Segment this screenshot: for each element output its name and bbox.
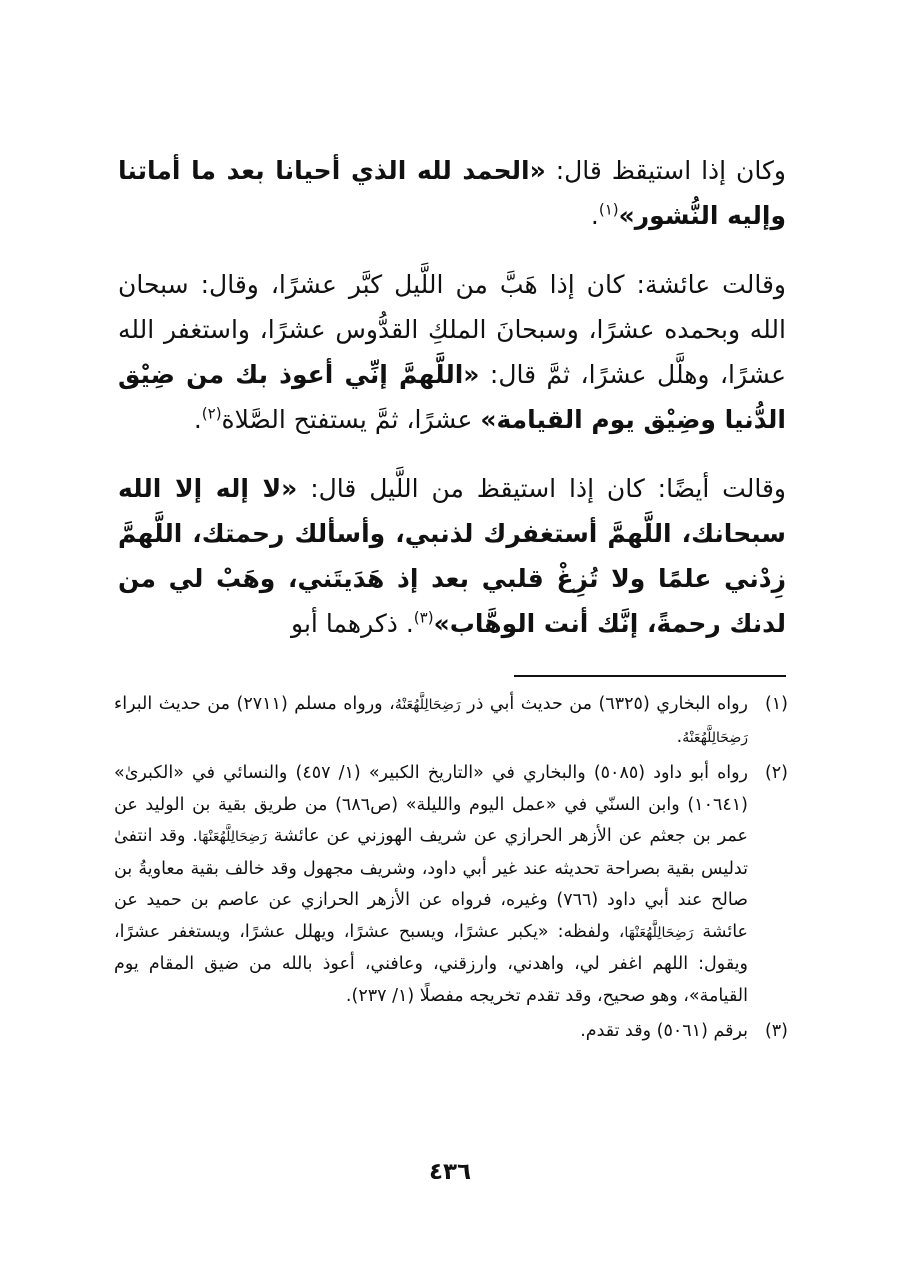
paragraph-3-quote: «لا إله إلا الله سبحانك، اللَّهمَّ أستغفرك لذنبي، وأسألك رحمتك، اللَّهمَّ زِدْني علمًا ولا تُزِغْ قلبي بعد إذ هَدَيتَني، وهَبْ لي من لدنك رحمةً، إنَّك أنت الوهَّاب» <box>118 474 786 638</box>
footnote-ref-2: (٢) <box>201 404 222 423</box>
paragraph-1 <box>118 148 786 238</box>
footnote-text-part: ، ورواه مسلم (٢٧١١) من حديث البراء <box>114 694 395 714</box>
footnote-2 <box>114 758 788 1012</box>
paragraph-2 <box>118 262 786 442</box>
footnote-text <box>114 758 748 1012</box>
footnote-1 <box>114 689 788 754</box>
footnote-divider <box>514 675 786 677</box>
page-number: ٤٣٦ <box>428 1159 472 1185</box>
footnote-number: (٣) <box>764 1021 788 1041</box>
paragraph-3-intro: وقالت أيضًا: كان إذا استيقظ من اللَّيل قال: <box>297 474 786 503</box>
footnote-3 <box>114 1016 788 1049</box>
footnote-ref-3: (٣) <box>413 608 434 627</box>
paragraph-1-end: . <box>590 201 599 230</box>
footnote-text <box>114 689 748 754</box>
paragraph-3-end: . ذكرهما أبو <box>291 609 414 638</box>
footnote-text <box>114 1016 748 1049</box>
honorific-glyph: رَضِحَالِلَّهُعَنْهُ <box>394 697 461 713</box>
footnote-text-part: . <box>676 726 683 747</box>
honorific-glyph: رَضِحَالِلَّهُعَنْهَا <box>624 924 694 941</box>
footnote-text-part: ، ولفظه: «يكبر عشرًا، ويسبح عشرًا، ويهلل عشرًا، ويستغفر عشرًا، ويقول: اللهم اغفر لي، واهدني، وارزقني، وعافني، أعوذ بالله من ضيق المقام يوم القيامة»، وهو صحيح، وقد تقدم تخريجه مفصلًا (١/ ٢٣٧). <box>114 921 748 1006</box>
footnote-text-part: رواه البخاري (٦٣٢٥) من حديث أبي ذر <box>460 694 748 714</box>
footnotes <box>114 689 788 1053</box>
honorific-glyph: رَضِحَالِلَّهُعَنْهَا <box>197 829 267 845</box>
paragraph-2-intro: وقالت عائشة: كان إذا هَبَّ من اللَّيل كبَّر عشرًا، وقال: سبحان الله وبحمده عشرًا، وسبحانَ الملكِ القدُّوس عشرًا، واستغفر الله عشرًا، وهلَّل عشرًا، ثمَّ قال: <box>118 270 786 389</box>
footnote-number: (١) <box>764 694 788 714</box>
paragraph-2-end: . <box>193 405 202 434</box>
paragraph-2-quote: «اللَّهمَّ إنِّي أعوذ بك من ضِيْق الدُّنيا وضِيْق يوم القيامة» <box>118 360 786 434</box>
footnote-ref-1: (١) <box>598 200 619 219</box>
paragraph-3 <box>118 466 786 646</box>
paragraph-1-intro: وكان إذا استيقظ قال: <box>545 156 786 185</box>
main-text <box>118 148 786 670</box>
honorific-glyph: رَضِحَالِلَّهُعَنْهُ <box>682 729 748 746</box>
footnote-text-part: . وقد انتفىٰ تدليس بقية بصراحة تحديثه عند غير أبي داود، وشريف مجهول وقد خالف بقية معاويةُ بن صالح عند أبي داود (٧٦٦) وغيره، فرواه عن الأزهر الحرازي عن عاصم بن حميد عن عائشة <box>114 826 749 942</box>
footnote-text-part: رواه أبو داود (٥٠٨٥) والبخاري في «التاريخ الكبير» (١/ ٤٥٧) والنسائي في «الكبرىٰ» (١٠٦٤١) وابن السنّي في «عمل اليوم والليلة» (ص٦٨٦) من طريق بقية بن الوليد عن عمر بن جعثم عن الأزهر الحرازي عن شريف الهوزني عن عائشة <box>114 763 748 846</box>
paragraph-1-quote: «الحمد لله الذي أحيانا بعد ما أماتنا وإليه النُّشور» <box>118 156 786 230</box>
footnote-number: (٢) <box>764 763 788 783</box>
footnote-text-part: برقم (٥٠٦١) وقد تقدم. <box>580 1021 748 1041</box>
paragraph-2-mid: عشرًا، ثمَّ يستفتح الصَّلاة <box>221 405 481 434</box>
